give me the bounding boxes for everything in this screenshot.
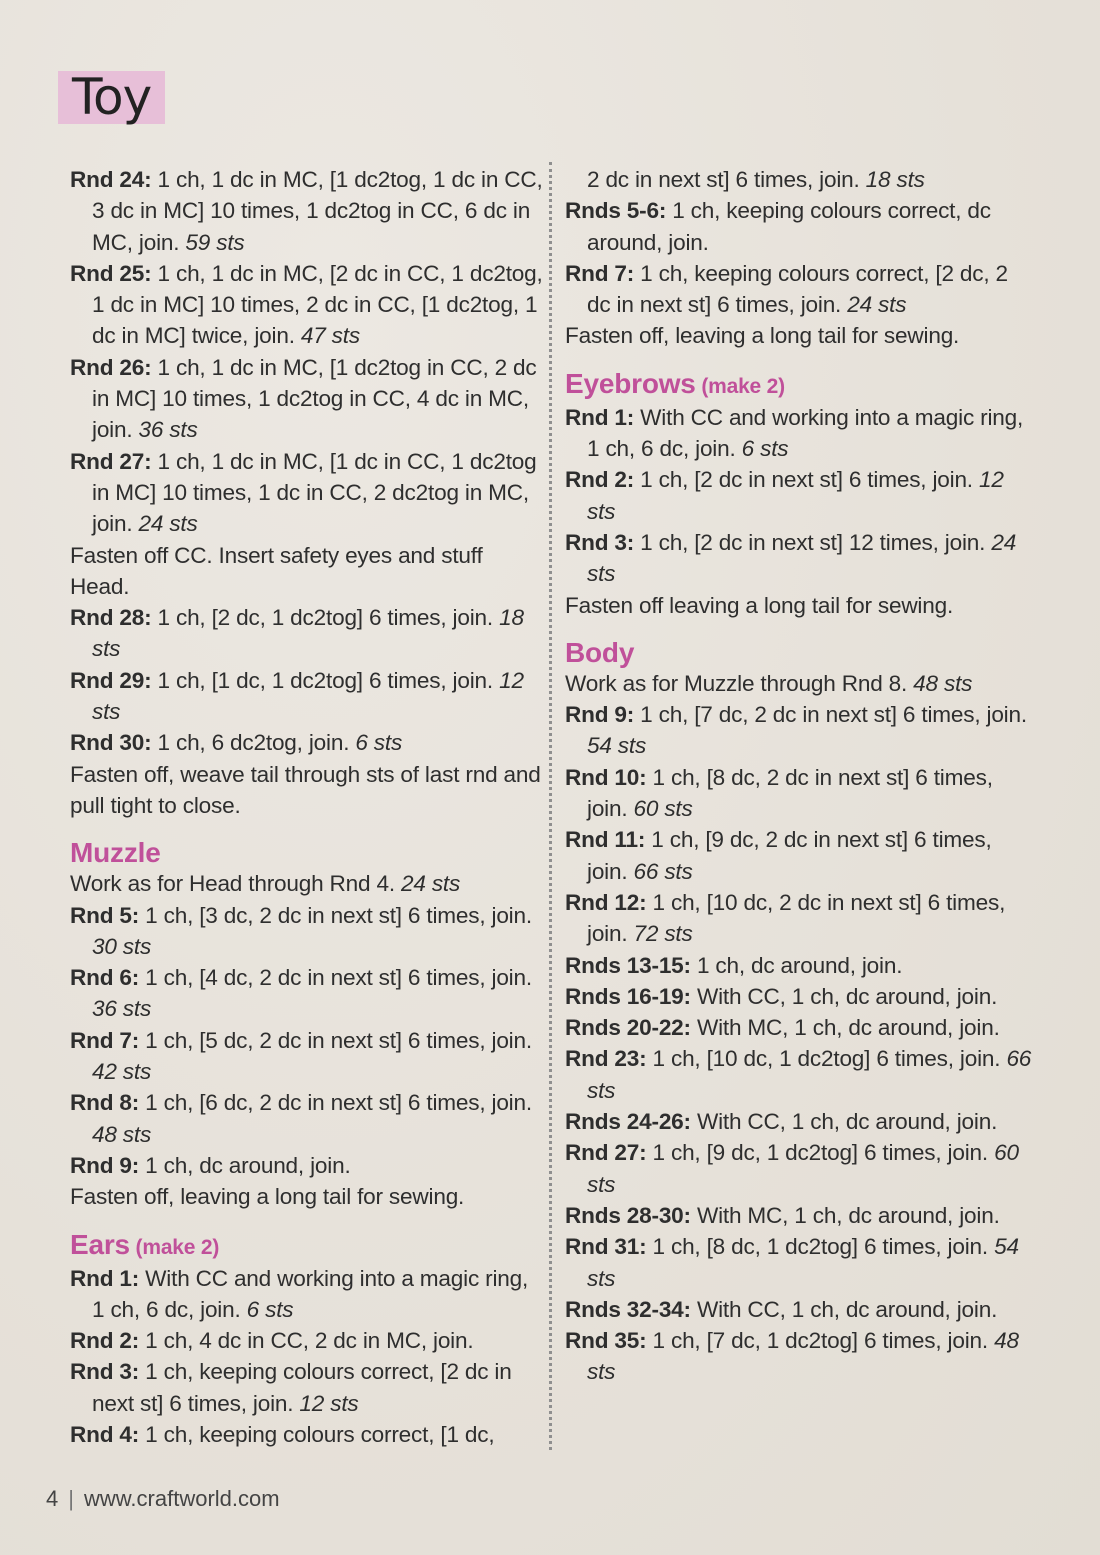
- instruction-body: 1 ch, keeping colours correct, [2 dc, 2 dc in next st] 6 times, join.: [587, 260, 1008, 318]
- instruction-body: 1 ch, 1 dc in MC, [2 dc in CC, 1 dc2tog, 1 dc in MC] 10 times, 2 dc in CC, [1 dc2tog, 1 dc in MC] twice, join.: [92, 260, 543, 349]
- stitch-count: 59 sts: [185, 229, 245, 255]
- round-instruction: [565, 1200, 1035, 1231]
- round-label: Rnd 23:: [565, 1046, 647, 1072]
- round-label: Rnd 27:: [70, 448, 152, 474]
- round-label: Rnds 32-34:: [565, 1296, 691, 1322]
- round-label: Rnd 1:: [70, 1265, 140, 1291]
- round-instruction: [70, 727, 545, 758]
- stitch-count: 72 sts: [633, 921, 693, 947]
- instruction-body: 1 ch, [8 dc, 1 dc2tog] 6 times, join.: [646, 1234, 995, 1260]
- instruction-body: 1 ch, [2 dc in next st] 12 times, join.: [634, 529, 992, 555]
- instruction-body: 1 ch, [4 dc, 2 dc in next st] 6 times, join.: [139, 965, 532, 991]
- instruction-body: With MC, 1 ch, dc around, join.: [690, 1202, 1000, 1228]
- round-instruction: [565, 402, 1035, 465]
- round-label: Rnd 6:: [70, 965, 140, 991]
- round-instruction: [565, 699, 1035, 762]
- instruction-body: With CC and working into a magic ring, 1 ch, 6 dc, join.: [587, 404, 1024, 462]
- instruction-body: 1 ch, 6 dc2tog, join.: [151, 730, 356, 756]
- instruction-body: 1 ch, [10 dc, 1 dc2tog] 6 times, join.: [646, 1046, 1007, 1072]
- stitch-count: 48 sts: [913, 670, 973, 696]
- round-instruction: [70, 900, 545, 963]
- column-divider: [549, 162, 552, 1450]
- stitch-count: 6 sts: [246, 1296, 294, 1322]
- round-instruction: [565, 1106, 1035, 1137]
- round-label: Rnd 2:: [565, 467, 635, 493]
- instruction-body: With MC, 1 ch, dc around, join.: [690, 1015, 1000, 1041]
- instruction-text: [565, 668, 1035, 699]
- heading-title: Ears: [70, 1228, 130, 1260]
- stitch-count: 60 sts: [587, 1140, 1019, 1197]
- section-heading: [70, 837, 545, 868]
- round-label: Rnd 25:: [70, 260, 152, 286]
- round-instruction: [565, 1325, 1035, 1388]
- round-label: Rnd 7:: [70, 1027, 140, 1053]
- stitch-count: 48 sts: [587, 1328, 1019, 1385]
- round-instruction: [565, 527, 1035, 590]
- stitch-count: 12 sts: [92, 667, 524, 725]
- round-instruction: [565, 1137, 1035, 1200]
- stitch-count: 24 sts: [587, 529, 1017, 587]
- instruction-body: Work as for Muzzle through Rnd 8.: [565, 670, 914, 696]
- instruction-body: 1 ch, [9 dc, 2 dc in next st] 6 times, join.: [587, 827, 992, 884]
- round-label: Rnds 16-19:: [565, 983, 691, 1009]
- instruction-body: 1 ch, keeping colours correct, [2 dc in next st] 6 times, join.: [92, 1359, 512, 1416]
- round-instruction: [70, 1087, 545, 1150]
- instruction-body: 1 ch, 4 dc in CC, 2 dc in MC, join.: [139, 1328, 474, 1354]
- heading-qualifier: (make 2): [695, 374, 785, 398]
- footer-url[interactable]: www.craftworld.com: [83, 1486, 280, 1511]
- instruction-text: [565, 164, 1035, 195]
- instruction-body: 1 ch, [9 dc, 1 dc2tog] 6 times, join.: [646, 1140, 995, 1166]
- round-label: Rnds 13-15:: [565, 952, 691, 978]
- stitch-count: 42 sts: [92, 1059, 152, 1085]
- round-label: Rnd 31:: [565, 1234, 647, 1260]
- instruction-body: Fasten off, leaving a long tail for sewing.: [565, 323, 960, 349]
- instruction-text: [70, 759, 545, 822]
- round-instruction: [565, 258, 1035, 321]
- round-label: Rnds 20-22:: [565, 1015, 691, 1041]
- round-instruction: [565, 824, 1035, 887]
- stitch-count: 24 sts: [401, 871, 461, 897]
- instruction-body: 1 ch, [6 dc, 2 dc in next st] 6 times, join.: [139, 1090, 532, 1116]
- stitch-count: 18 sts: [92, 605, 524, 662]
- instruction-body: 1 ch, [7 dc, 2 dc in next st] 6 times, join.: [634, 702, 1027, 728]
- instruction-body: 1 ch, [3 dc, 2 dc in next st] 6 times, join.: [139, 902, 532, 928]
- round-instruction: [565, 1231, 1035, 1294]
- instruction-text: [70, 1181, 545, 1212]
- heading-title: Muzzle: [70, 837, 161, 869]
- instruction-body: Fasten off, leaving a long tail for sewing.: [70, 1184, 465, 1210]
- stitch-count: 66 sts: [633, 858, 693, 884]
- stitch-count: 66 sts: [587, 1046, 1032, 1103]
- stitch-count: 6 sts: [355, 730, 403, 756]
- heading-title: Body: [565, 636, 635, 668]
- instruction-body: 1 ch, dc around, join.: [139, 1152, 351, 1178]
- round-instruction: [70, 1150, 545, 1181]
- round-label: Rnd 9:: [565, 702, 635, 728]
- round-label: Rnd 30:: [70, 730, 152, 756]
- instruction-body: 1 ch, [8 dc, 2 dc in next st] 6 times, join.: [587, 764, 993, 822]
- round-instruction: [70, 1419, 545, 1450]
- round-label: Rnd 29:: [70, 667, 152, 693]
- section-label: Toy: [58, 71, 165, 124]
- stitch-count: 60 sts: [633, 796, 693, 822]
- round-label: Rnd 35:: [565, 1328, 647, 1354]
- instruction-body: 1 ch, 1 dc in MC, [1 dc2tog, 1 dc in CC, 3 dc in MC] 10 times, 1 dc2tog in CC, 6 dc in MC, join.: [92, 167, 543, 255]
- instruction-body: Fasten off CC. Insert safety eyes and stuff Head.: [70, 542, 483, 599]
- page-footer: [46, 1486, 280, 1512]
- round-instruction: [565, 1012, 1035, 1043]
- round-instruction: [70, 164, 545, 258]
- section-heading: [565, 637, 1035, 668]
- round-instruction: [565, 1043, 1035, 1106]
- stitch-count: 6 sts: [741, 436, 789, 462]
- round-label: Rnd 4:: [70, 1421, 140, 1447]
- round-label: Rnd 27:: [565, 1140, 647, 1166]
- round-instruction: [70, 258, 545, 352]
- round-label: Rnd 5:: [70, 902, 140, 928]
- round-instruction: [70, 1025, 545, 1088]
- round-label: Rnds 24-26:: [565, 1109, 691, 1135]
- instruction-body: 1 ch, [2 dc in next st] 6 times, join.: [634, 467, 979, 493]
- round-instruction: [70, 602, 545, 665]
- round-label: Rnd 28:: [70, 605, 152, 631]
- instruction-body: 1 ch, 1 dc in MC, [1 dc2tog in CC, 2 dc in MC] 10 times, 1 dc2tog in CC, 4 dc in MC, join.: [92, 354, 537, 443]
- stitch-count: 12 sts: [587, 467, 1004, 524]
- round-label: Rnd 8:: [70, 1090, 140, 1116]
- round-instruction: [565, 464, 1035, 527]
- instruction-text: [70, 540, 545, 603]
- stitch-count: 54 sts: [587, 1234, 1019, 1291]
- round-label: Rnds 5-6:: [565, 198, 667, 224]
- round-label: Rnd 1:: [565, 404, 635, 430]
- instruction-body: 1 ch, keeping colours correct, [1 dc,: [139, 1421, 495, 1447]
- instruction-body: 1 ch, [7 dc, 1 dc2tog] 6 times, join.: [646, 1328, 995, 1354]
- instruction-body: 1 ch, [5 dc, 2 dc in next st] 6 times, join.: [139, 1027, 532, 1053]
- stitch-count: 48 sts: [92, 1121, 152, 1147]
- instruction-body: 1 ch, [1 dc, 1 dc2tog] 6 times, join.: [151, 667, 500, 693]
- round-instruction: [565, 981, 1035, 1012]
- footer-separator: |: [68, 1486, 74, 1511]
- round-instruction: [565, 195, 1035, 258]
- round-label: Rnd 9:: [70, 1152, 140, 1178]
- stitch-count: 12 sts: [299, 1390, 359, 1416]
- round-label: Rnd 10:: [565, 764, 647, 790]
- round-instruction: [565, 887, 1035, 950]
- round-label: Rnd 26:: [70, 354, 152, 380]
- stitch-count: 24 sts: [847, 292, 907, 318]
- heading-title: Eyebrows: [565, 367, 696, 399]
- stitch-count: 18 sts: [865, 167, 925, 192]
- round-instruction: [70, 1356, 545, 1419]
- section-heading: [70, 1229, 545, 1263]
- instruction-body: 1 ch, keeping colours correct, dc around, join.: [587, 198, 991, 255]
- stitch-count: 36 sts: [92, 996, 152, 1022]
- instruction-body: With CC, 1 ch, dc around, join.: [690, 983, 998, 1009]
- round-instruction: [70, 352, 545, 446]
- instruction-body: 1 ch, [10 dc, 2 dc in next st] 6 times, join.: [587, 889, 1006, 947]
- round-instruction: [70, 962, 545, 1025]
- round-label: Rnd 3:: [70, 1359, 140, 1385]
- round-instruction: [70, 1263, 545, 1326]
- instruction-body: With CC and working into a magic ring, 1 ch, 6 dc, join.: [92, 1265, 529, 1322]
- left-column: [70, 164, 545, 1450]
- instruction-body: 1 ch, [2 dc, 1 dc2tog] 6 times, join.: [151, 605, 500, 631]
- stitch-count: 36 sts: [138, 417, 198, 443]
- round-label: Rnd 7:: [565, 260, 635, 286]
- instruction-text: [565, 320, 1035, 351]
- instruction-text: [70, 868, 545, 899]
- round-label: Rnd 3:: [565, 529, 635, 555]
- round-label: Rnd 11:: [565, 827, 646, 853]
- stitch-count: 30 sts: [92, 933, 152, 959]
- round-instruction: [70, 446, 545, 540]
- right-column: [565, 164, 1035, 1388]
- stitch-count: 54 sts: [587, 733, 647, 759]
- instruction-body: With CC, 1 ch, dc around, join.: [690, 1296, 998, 1322]
- heading-qualifier: (make 2): [129, 1235, 220, 1259]
- round-instruction: [565, 1294, 1035, 1325]
- instruction-body: Work as for Head through Rnd 4.: [70, 871, 402, 897]
- instruction-body: 2 dc in next st] 6 times, join.: [587, 167, 866, 192]
- instruction-body: 1 ch, 1 dc in MC, [1 dc in CC, 1 dc2tog in MC] 10 times, 1 dc in CC, 2 dc2tog in MC, join.: [92, 448, 537, 537]
- round-label: Rnd 24:: [70, 167, 152, 192]
- instruction-text: [565, 590, 1035, 621]
- instruction-body: Fasten off leaving a long tail for sewing.: [565, 592, 954, 618]
- instruction-body: 1 ch, dc around, join.: [690, 952, 903, 978]
- round-instruction: [565, 950, 1035, 981]
- stitch-count: 47 sts: [300, 323, 360, 349]
- page-number: 4: [46, 1486, 59, 1511]
- section-heading: [565, 368, 1035, 402]
- round-instruction: [70, 1325, 545, 1356]
- instruction-body: Fasten off, weave tail through sts of last rnd and pull tight to close.: [70, 761, 541, 818]
- round-label: Rnds 28-30:: [565, 1202, 691, 1228]
- instruction-body: With CC, 1 ch, dc around, join.: [690, 1109, 998, 1135]
- stitch-count: 24 sts: [138, 511, 198, 537]
- round-label: Rnd 12:: [565, 889, 647, 915]
- round-label: Rnd 2:: [70, 1328, 140, 1354]
- round-instruction: [70, 665, 545, 728]
- round-instruction: [565, 762, 1035, 825]
